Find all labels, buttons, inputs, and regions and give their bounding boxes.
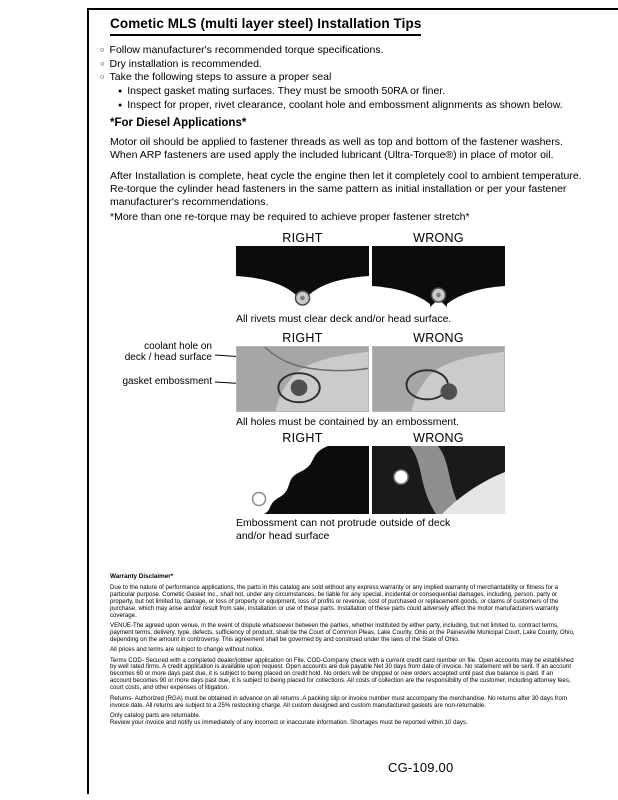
wrong-label-row1: WRONG bbox=[413, 231, 464, 245]
right-label-row1: RIGHT bbox=[282, 231, 323, 245]
wrong-label-row3: WRONG bbox=[413, 431, 464, 445]
rivet-wrong-diagram bbox=[372, 246, 505, 309]
wrong-label-row2: WRONG bbox=[413, 331, 464, 345]
tip-item: ○ Dry installation is recommended. bbox=[100, 58, 580, 72]
diesel-paragraph-1: Motor oil should be applied to fastener threads as well as top and bottom of the fastener washers. When ARP fasteners are used apply the included lubricant (Ultra-Torque®) in place of motor oil. bbox=[110, 136, 563, 161]
warranty-paragraph: VENUE-The agreed upon venue, in the event of dispute whatsoever between the parties, whether instituted by either party, including, but not limited to, contract terms, payment terms, delivery, type, defects, sufficiency of product, shall be the Court of Common Pleas, Lake County, Ohio or the Painesville Municipal Court, Lake County, Ohio, depending on the amount in controversy. This agreement shall be governed by and construed under the laws of the State of Ohio. bbox=[110, 621, 575, 643]
embossment-wrong-diagram bbox=[372, 346, 505, 412]
retorque-note: *More than one re-torque may be required to achieve proper fastener stretch* bbox=[110, 211, 470, 223]
page-title: Cometic MLS (multi layer steel) Installation Tips bbox=[110, 16, 421, 36]
tips-list bbox=[100, 44, 580, 114]
diesel-applications-heading: *For Diesel Applications* bbox=[110, 117, 247, 129]
protrusion-wrong-diagram bbox=[372, 446, 505, 514]
protrusion-right-illustration bbox=[236, 446, 369, 514]
warranty-heading: Warranty Disclaimer* bbox=[110, 573, 174, 580]
embossment-right-diagram bbox=[236, 346, 369, 412]
diagram-caption-row3-line2: and/or head surface bbox=[236, 530, 330, 542]
right-label-row3: RIGHT bbox=[282, 431, 323, 445]
tip-sub-item: ● Inspect gasket mating surfaces. They must be smooth 50RA or finer. bbox=[118, 85, 580, 100]
warranty-paragraph: Only catalog parts are returnable. bbox=[110, 711, 201, 719]
warranty-disclaimer-section bbox=[110, 574, 576, 731]
warranty-paragraph: Returns- Authorized (RGA) must be obtained in advance on all returns. A packing slip or invoice number must accompany the merchandise. No returns after 30 days from invoice date. All returns are subject to a 25% restocking charge. All custom designed and custom manufactured gaskets are non-returnable. bbox=[110, 694, 567, 709]
embossment-right-illustration bbox=[237, 347, 368, 411]
rivet-right-illustration bbox=[236, 246, 369, 309]
diagram-caption-row3-line1: Embossment can not protrude outside of deck bbox=[236, 517, 451, 529]
top-border-rule bbox=[87, 8, 618, 10]
right-label-row2: RIGHT bbox=[282, 331, 323, 345]
coolant-hole-label-line1: coolant hole on bbox=[144, 341, 212, 352]
protrusion-right-diagram bbox=[236, 446, 369, 514]
diagram-caption-row2: All holes must be contained by an embossment. bbox=[236, 416, 459, 428]
page-number: CG-109.00 bbox=[388, 760, 454, 775]
diagram-caption-row3 bbox=[236, 517, 516, 543]
left-border-rule bbox=[87, 8, 89, 794]
gasket-embossment-label: gasket embossment bbox=[122, 376, 212, 387]
rivet-right-diagram bbox=[236, 246, 369, 309]
tip-item: ○ Take the following steps to assure a proper seal bbox=[100, 71, 580, 85]
diagram-caption-row1: All rivets must clear deck and/or head surface. bbox=[236, 313, 452, 325]
embossment-wrong-illustration bbox=[373, 347, 504, 411]
tip-item: ○ Follow manufacturer's recommended torque specifications. bbox=[100, 44, 580, 58]
diesel-paragraph-2: After Installation is complete, heat cycle the engine then let it completely cool to ambient temperature. Re-torque the cylinder head fasteners in the same pattern as initial installation or per your fastener manufacturer's recommendations. bbox=[110, 170, 582, 208]
warranty-paragraph: All prices and terms are subject to change without notice. bbox=[110, 646, 265, 654]
warranty-paragraph: Due to the nature of performance applications, the parts in this catalog are sold without any express warranty or any implied warranty of merchantability or fitness for a particular purpose. Cometic Gasket Inc., shall not, under any circumstances, be liable for any special, incidental or consequential damages, including, person, party or property, but not limited to, damage, or loss of property or equipment, loss of profits or revenue, cost of purchased or replacement goods, or claims of customers of the purchase, which may arise and/or result from sale, installation or use of these parts. Installation of these parts could adversely affect the motor manufacturers warranty coverage. bbox=[110, 583, 559, 619]
rivet-wrong-illustration bbox=[372, 246, 505, 309]
coolant-hole-label-line2: deck / head surface bbox=[124, 352, 212, 363]
protrusion-wrong-illustration bbox=[372, 446, 505, 514]
tip-sub-item: ● Inspect for proper, rivet clearance, coolant hole and embossment alignments as shown below. bbox=[118, 99, 580, 114]
warranty-paragraph: Terms COD- Secured with a completed dealer/jobber application on File, COD-Company check with a current credit card number on file. Open accounts may be established by well rated firms. A credit application is available upon request. Open accounts are due payable Net 30 days from date of invoice. No statement will be sent. If an account becomes 60 or more days past due, it is subject to being placed on credit hold. No orders will be shipped or new orders accepted until past due balance is paid. If an account becomes 90 or more days past due, it is subject to being placed for collections. All costs of collection are the responsibility of the customer, including attorney fees, court costs, and other expenses of litigation. bbox=[110, 656, 574, 692]
warranty-paragraph: Review your invoice and notify us immediately of any incorrect or inaccurate information. Shortages must be reported within 10 days. bbox=[110, 719, 468, 727]
